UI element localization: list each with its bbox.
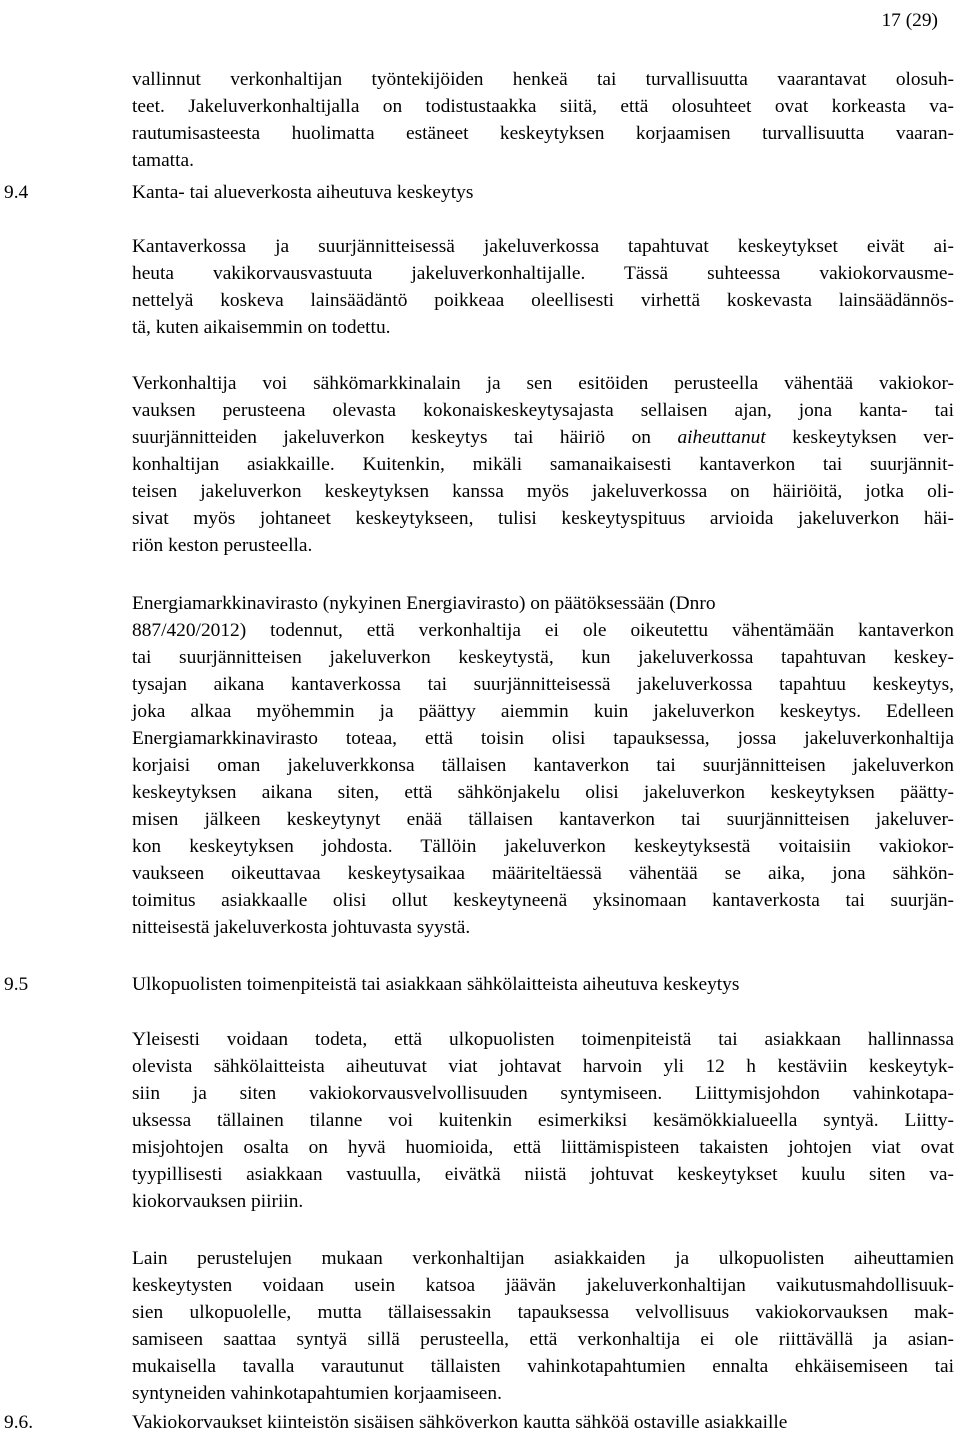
text-line: kon keskeytyksen johdosta. Tällöin jakeluverkon keskeytyksestä voitaisiin vakiokor-	[132, 836, 954, 857]
section-9-4-paragraph-2	[132, 370, 954, 559]
text-fragment: keskeytyksen ver-	[765, 427, 954, 448]
text-line: nitteisestä jakeluverkosta johtuvasta syystä.	[132, 917, 471, 938]
text-line: tai suurjännitteisen jakeluverkon keskeytystä, kun jakeluverkossa tapahtuvan keskey-	[132, 647, 954, 668]
text-line: keskeytyksen aikana siten, että sähkönjakelu olisi jakeluverkon keskeytyksen päätty-	[132, 782, 954, 803]
section-9-4-paragraph-1	[132, 233, 954, 341]
text-line: vaukseen oikeuttavaa keskeytysaikaa määriteltäessä vähentää se aika, jona sähkön-	[132, 863, 954, 884]
section-heading-9-5	[4, 971, 954, 998]
section-number: 9.4	[4, 182, 29, 203]
text-line: Energiamarkkinavirasto toteaa, että toisin olisi tapauksessa, jossa jakeluverkonhaltija	[132, 728, 954, 749]
text-line: Kantaverkossa ja suurjännitteisessä jakeluverkossa tapahtuvat keskeytykset eivät ai-	[132, 236, 954, 257]
section-title: Vakiokorvaukset kiinteistön sisäisen sähköverkon kautta sähköä ostaville asiakkaille	[132, 1412, 788, 1433]
text-line: vauksen perusteena olevasta kokonaiskeskeytysajasta sellaisen ajan, jona kanta- tai	[132, 400, 954, 421]
text-line: tyypillisesti asiakkaan vastuulla, eivätkä niistä johtuvat keskeytykset kuulu siten va-	[132, 1164, 954, 1185]
text-line: siin ja siten vakiokorvausvelvollisuuden syntymiseen. Liittymisjohdon vahinkotapa-	[132, 1083, 954, 1104]
text-line: vallinnut verkonhaltijan työntekijöiden henkeä tai turvallisuutta vaarantavat olosuh-	[132, 69, 954, 90]
section-title: Kanta- tai alueverkosta aiheutuva keskeytys	[132, 182, 474, 203]
intro-paragraph	[132, 66, 954, 174]
text-line: nettelyä koskeva lainsäädäntö poikkeaa oleellisesti virhettä koskevasta lainsäädännös-	[132, 290, 954, 311]
section-number: 9.5	[4, 974, 29, 995]
section-9-4-paragraph-3	[132, 590, 954, 941]
section-title: Ulkopuolisten toimenpiteistä tai asiakkaan sähkölaitteista aiheutuva keskeytys	[132, 974, 740, 995]
text-line: korjaisi oman jakeluverkkonsa tällaisen kantaverkon tai suurjännitteisen jakeluverkon	[132, 755, 954, 776]
emphasized-word: aiheuttanut	[677, 427, 766, 448]
text-line: 887/420/2012) todennut, että verkonhaltija ei ole oikeutettu vähentämään kantaverkon	[132, 620, 954, 641]
text-line: keskeytysten voidaan usein katsoa jäävän jakeluverkonhaltijan vaikutusmahdollisuuk-	[132, 1275, 954, 1296]
text-fragment: suurjännitteiden jakeluverkon keskeytys tai häiriö on	[132, 427, 678, 448]
text-line: tysajan aikana kantaverkossa tai suurjännitteisessä jakeluverkossa tapahtuu keskeytys,	[132, 674, 954, 695]
text-line: syntyneiden vahinkotapahtumien korjaamiseen.	[132, 1383, 502, 1404]
text-line: sien ulkopuolelle, mutta tällaisessakin tapauksessa velvollisuus vakiokorvauksen mak-	[132, 1302, 954, 1323]
text-line: Verkonhaltija voi sähkömarkkinalain ja sen esitöiden perusteella vähentää vakiokor-	[132, 373, 954, 394]
text-line: toimitus asiakkaalle olisi ollut keskeytyneenä yksinomaan kantaverkosta tai suurjän-	[132, 890, 954, 911]
text-line: riön keston perusteella.	[132, 535, 313, 556]
text-line: teet. Jakeluverkonhaltijalla on todistustaakka siitä, että olosuhteet ovat korkeasta va-	[132, 96, 954, 117]
text-line: Yleisesti voidaan todeta, että ulkopuolisten toimenpiteistä tai asiakkaan hallinnassa	[132, 1029, 954, 1050]
text-line-with-emphasis	[132, 424, 954, 451]
text-line: heuta vakikorvausvastuuta jakeluverkonhaltijalle. Tässä suhteessa vakiokorvausme-	[132, 263, 954, 284]
text-line: joka alkaa myöhemmin ja päättyy aiemmin kuin jakeluverkon keskeytys. Edelleen	[132, 701, 954, 722]
text-line: misjohtojen osalta on hyvä huomioida, että liittämispisteen takaisten johtojen viat ovat	[132, 1137, 954, 1158]
text-line: konhaltijan asiakkaille. Kuitenkin, mikäli samanaikaisesti kantaverkon tai suurjännit-	[132, 454, 954, 475]
section-heading-9-4	[4, 179, 954, 206]
text-line: mukaisella tavalla varautunut tällaisten vahinkotapahtumien ennalta ehkäisemiseen tai	[132, 1356, 954, 1377]
text-line: tamatta.	[132, 150, 194, 171]
text-line: kiokorvauksen piiriin.	[132, 1191, 304, 1212]
text-line: sivat myös johtaneet keskeytykseen, tulisi keskeytyspituus arvioida jakeluverkon häi-	[132, 508, 954, 529]
text-line: tä, kuten aikaisemmin on todettu.	[132, 317, 391, 338]
page-number: 17 (29)	[881, 10, 938, 31]
section-9-5-paragraph-2	[132, 1245, 954, 1407]
text-line: samiseen saattaa syntyä sillä perusteella, että verkonhaltija ei ole riittävällä ja asian-	[132, 1329, 954, 1350]
text-line: Energiamarkkinavirasto (nykyinen Energiavirasto) on päätöksessään (Dnro	[132, 593, 716, 614]
section-number: 9.6.	[4, 1412, 34, 1433]
text-line: Lain perustelujen mukaan verkonhaltijan asiakkaiden ja ulkopuolisten aiheuttamien	[132, 1248, 954, 1269]
text-line: misen jälkeen keskeytynyt enää tällaisen kantaverkon tai suurjännitteisen jakeluver-	[132, 809, 954, 830]
text-line: olevista sähkölaitteista aiheutuvat viat johtavat harvoin yli 12 h kestäviin keskeytyk-	[132, 1056, 954, 1077]
section-9-5-paragraph-1	[132, 1026, 954, 1215]
text-line: uksessa tällainen tilanne voi kuitenkin esimerkiksi kesämökkialueella syntyä. Liitty-	[132, 1110, 954, 1131]
text-line: rautumisasteesta huolimatta estäneet keskeytyksen korjaamisen turvallisuutta vaaran-	[132, 123, 954, 144]
text-line: teisen jakeluverkon keskeytyksen kanssa myös jakeluverkossa on häiriöitä, jotka oli-	[132, 481, 954, 502]
